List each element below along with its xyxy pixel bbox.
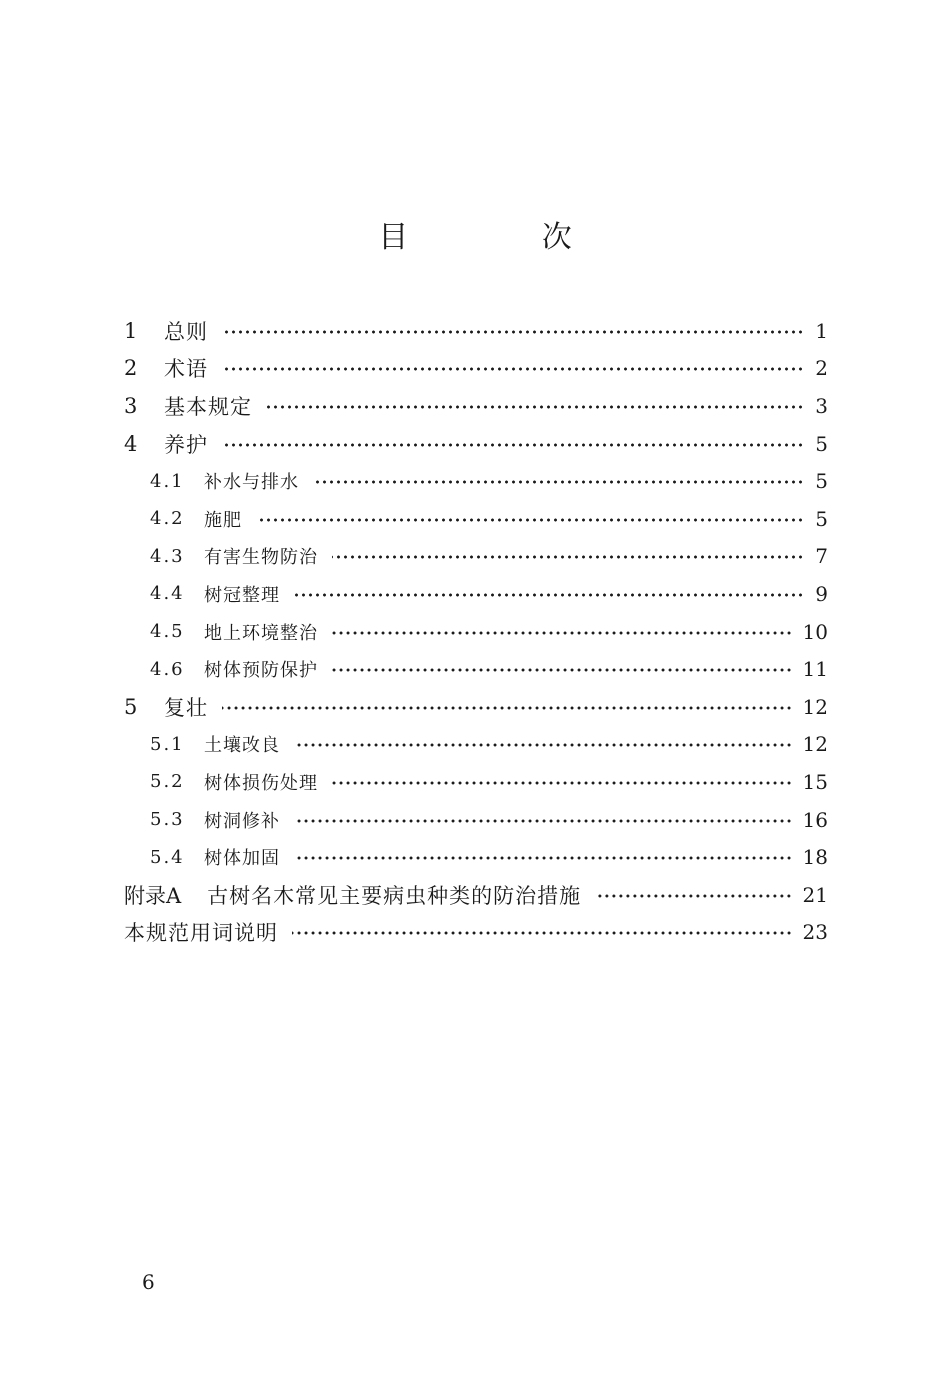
dot-leader [332,631,793,635]
toc-entry-title: 术语 [164,357,208,382]
toc-entry-title: 地上环境整治 [204,622,318,644]
toc-entry-title: 总则 [164,319,208,344]
toc-entry-number: 4 [124,431,138,456]
toc-entry-page: 3 [815,393,828,418]
toc-entry-number: 5.3 [150,809,185,831]
toc-entry[interactable] [124,350,828,388]
toc-subentry[interactable] [124,538,828,576]
toc-entry-page: 7 [815,544,828,569]
toc-subentry[interactable] [124,613,828,651]
toc-entry-title: 树体加固 [204,848,280,870]
dot-leader [332,781,793,785]
toc-entry-page: 16 [802,807,828,832]
toc-entry-title: 树洞修补 [204,810,280,832]
toc-entry-page: 23 [802,920,828,945]
toc-entry-page: 10 [802,619,828,644]
toc-entry-number: 4.2 [150,508,185,530]
dot-leader [294,856,793,860]
toc-subentry[interactable] [124,500,828,538]
dot-leader [256,518,804,522]
dot-leader [294,819,793,823]
toc-entry-title: 树体预防保护 [204,660,318,682]
toc-entry-number: 1 [124,318,138,343]
dot-leader [222,443,804,447]
page-number: 6 [142,1270,155,1294]
toc-entry-number: 5.2 [150,771,185,793]
toc-terms-entry[interactable] [124,914,828,952]
toc-entry-page: 11 [802,657,828,682]
toc-entry-title: 树冠整理 [204,584,280,606]
toc-entry-number: 4.5 [150,621,185,643]
toc-subentry[interactable] [124,763,828,801]
toc-entry-page: 18 [802,845,828,870]
dot-leader [292,931,793,935]
toc-entry-number: 4.4 [150,583,185,605]
toc-entry-number: 5 [124,694,138,719]
toc-entry-title: 基本规定 [164,394,252,419]
toc-entry-page: 21 [802,882,828,907]
toc-entry-number: 2 [124,356,138,381]
table-of-contents [124,312,828,951]
toc-entry-page: 9 [815,581,828,606]
dot-leader [222,330,804,334]
toc-entry-title: 养护 [164,432,208,457]
dot-leader [332,668,793,672]
toc-subentry[interactable] [124,462,828,500]
toc-appendix-entry[interactable] [124,876,828,914]
toc-entry[interactable] [124,688,828,726]
toc-entry[interactable] [124,312,828,350]
toc-entry-page: 15 [802,769,828,794]
toc-entry-page: 12 [802,732,828,757]
toc-entry-page: 12 [802,694,828,719]
toc-entry-number: 5.1 [150,733,185,755]
toc-entry-title: 本规范用词说明 [124,921,278,946]
toc-entry-title: 古树名木常见主要病虫种类的防治措施 [207,883,582,908]
toc-entry-number: 3 [124,393,138,418]
toc-subentry[interactable] [124,650,828,688]
toc-entry-title: 有害生物防治 [204,547,318,569]
toc-entry-page: 5 [815,506,828,531]
toc-entry-page: 1 [815,318,828,343]
dot-leader [313,480,804,484]
dot-leader [266,405,804,409]
dot-leader [222,367,804,371]
dot-leader [294,743,793,747]
toc-entry-number: 4.6 [150,658,185,680]
toc-entry[interactable] [124,425,828,463]
toc-subentry[interactable] [124,575,828,613]
toc-entry-number: 附录A [124,883,182,908]
toc-entry-title: 土壤改良 [204,735,280,757]
toc-entry-number: 5.4 [150,846,185,868]
toc-entry[interactable] [124,387,828,425]
page-title: 目 次 [378,220,634,255]
toc-subentry[interactable] [124,801,828,839]
toc-entry-page: 2 [815,356,828,381]
toc-entry-title: 补水与排水 [204,472,299,494]
toc-entry-page: 5 [815,469,828,494]
toc-subentry[interactable] [124,726,828,764]
dot-leader [222,706,793,710]
toc-entry-title: 复壮 [164,695,208,720]
toc-entry-title: 树体损伤处理 [204,772,318,794]
dot-leader [332,555,804,559]
toc-entry-number: 4.3 [150,545,185,567]
toc-entry-page: 5 [815,431,828,456]
dot-leader [294,593,804,597]
toc-entry-title: 施肥 [204,509,242,531]
dot-leader [595,894,792,898]
toc-entry-number: 4.1 [150,470,185,492]
toc-subentry[interactable] [124,838,828,876]
